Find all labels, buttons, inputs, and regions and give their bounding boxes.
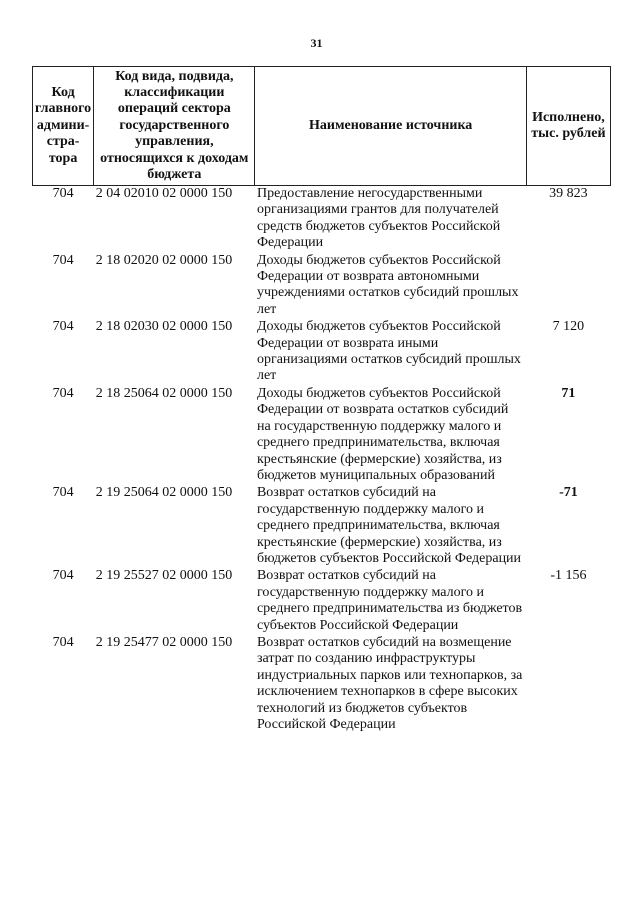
executed-amount-cell: -1 156 bbox=[550, 568, 587, 584]
classification-code-cell: 2 18 25064 02 0000 150 bbox=[95, 385, 233, 401]
source-name-cell: Доходы бюджетов субъектов Российской Федерации от возврата автономными учреждениями остатков субсидий прошлых лет bbox=[256, 252, 519, 317]
executed-amount-cell: 7 120 bbox=[552, 319, 585, 335]
table-row bbox=[33, 319, 611, 386]
executed-amount-cell: -71 bbox=[559, 485, 578, 501]
admin-code-cell: 704 bbox=[52, 186, 74, 201]
source-name-cell: Предоставление негосударственными организациями грантов для получателей средств бюджетов субъектов Российской Федерации bbox=[256, 186, 501, 251]
table-row bbox=[33, 386, 611, 485]
table-body bbox=[33, 186, 611, 735]
admin-code-cell: 704 bbox=[52, 568, 74, 584]
admin-code-cell: 704 bbox=[52, 252, 74, 268]
table-row bbox=[33, 635, 611, 734]
admin-code-cell: 704 bbox=[52, 485, 74, 501]
admin-code-cell: 704 bbox=[52, 385, 74, 401]
classification-code-cell: 2 19 25527 02 0000 150 bbox=[95, 568, 233, 584]
source-name-cell: Возврат остатков субсидий на возмещение затрат по созданию инфраструктуры индустриальных парков или технопарков, за исключением технопарков в сфере высоких технологий из бюджетов субъектов Российской Федерации bbox=[256, 634, 523, 732]
source-name-cell: Возврат остатков субсидий на государственную поддержку малого и среднего предпринимательства из бюджетов субъектов Российской Федерации bbox=[256, 568, 523, 633]
table-row bbox=[33, 253, 611, 320]
executed-amount-cell: 39 823 bbox=[549, 186, 588, 201]
header-classification-code: Код вида, подвида, классификации операций сектора государственного управления, относящихся к доходам бюджета bbox=[94, 67, 255, 186]
revenue-table bbox=[32, 66, 611, 734]
executed-amount-cell bbox=[526, 635, 610, 734]
admin-code-cell: 704 bbox=[52, 634, 74, 650]
executed-amount-cell: 71 bbox=[561, 385, 576, 401]
page-number: 31 bbox=[310, 36, 323, 50]
header-row bbox=[33, 67, 611, 186]
header-source-name: Наименование источника bbox=[255, 67, 526, 186]
source-name-cell: Возврат остатков субсидий на государственную поддержку малого и среднего предпринимательства, включая крестьянские (фермерские) хозяйства, из бюджетов субъектов Российской Федерации bbox=[256, 485, 522, 566]
classification-code-cell: 2 19 25477 02 0000 150 bbox=[95, 634, 233, 650]
table-row bbox=[33, 485, 611, 568]
table-header bbox=[33, 67, 611, 186]
classification-code-cell: 2 18 02030 02 0000 150 bbox=[95, 319, 233, 335]
executed-amount-cell bbox=[526, 253, 610, 320]
table-row bbox=[33, 568, 611, 635]
source-name-cell: Доходы бюджетов субъектов Российской Федерации от возврата иными организациями остатков субсидий прошлых лет bbox=[256, 319, 521, 384]
table-row bbox=[33, 186, 611, 253]
classification-code-cell: 2 04 02010 02 0000 150 bbox=[95, 186, 233, 201]
header-executed-amount: Исполнено, тыс. рублей bbox=[526, 67, 610, 186]
classification-code-cell: 2 18 02020 02 0000 150 bbox=[95, 252, 233, 268]
source-name-cell: Доходы бюджетов субъектов Российской Федерации от возврата остатков субсидий на государственную поддержку малого и среднего предпринимательства, включая крестьянские (фермерские) хозяйства, из бюджетов муниципальных образований bbox=[256, 385, 509, 483]
admin-code-cell: 704 bbox=[52, 319, 74, 335]
header-admin-code: Код главного админи-стра-тора bbox=[33, 67, 94, 186]
classification-code-cell: 2 19 25064 02 0000 150 bbox=[95, 485, 233, 501]
